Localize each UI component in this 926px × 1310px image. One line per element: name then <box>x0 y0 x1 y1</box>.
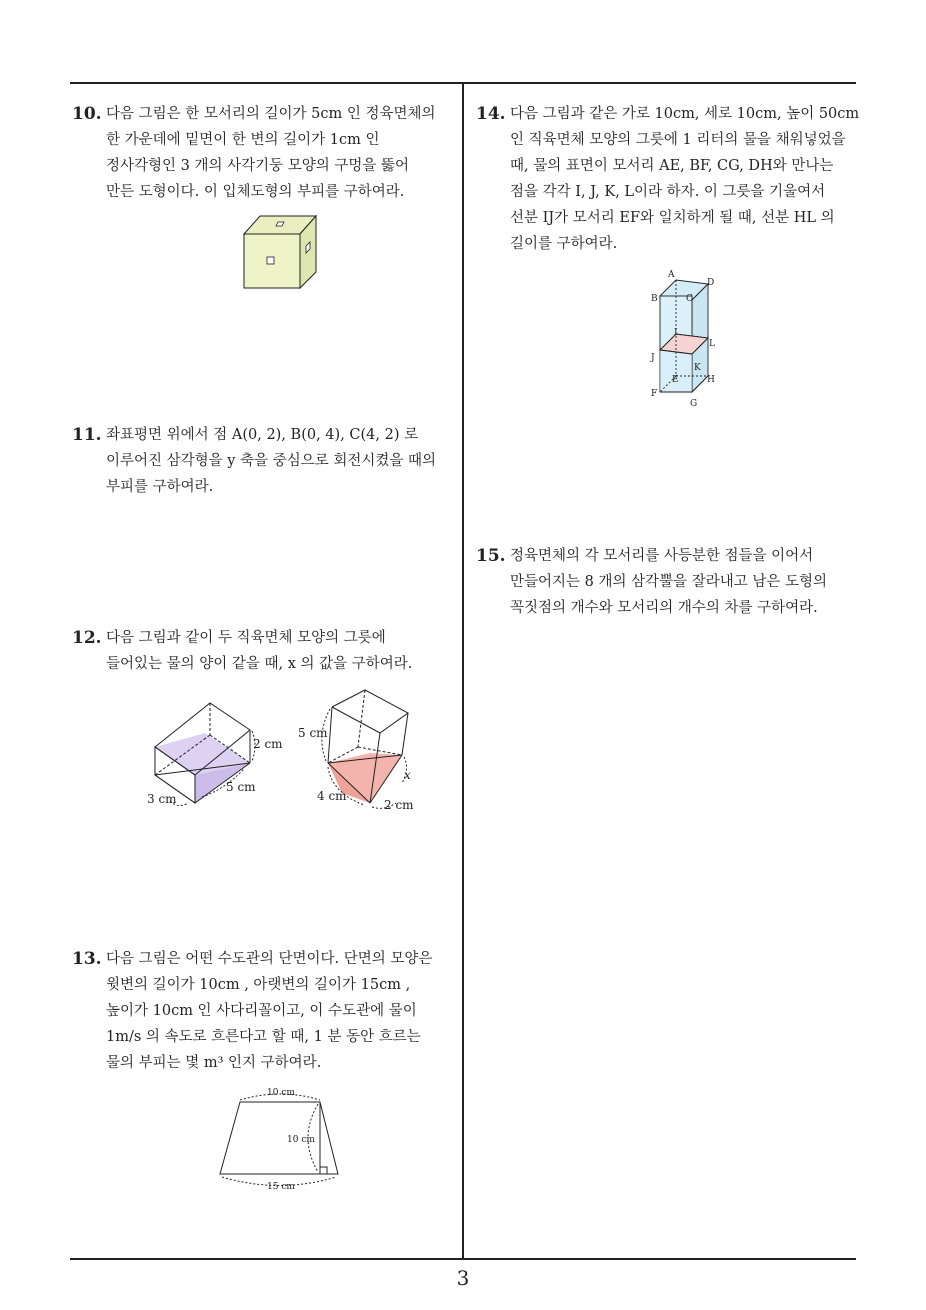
label-top-10cm: 10 cm <box>267 1088 295 1098</box>
problem-text-line: 다음 그림은 어떤 수도관의 단면이다. 단면의 모양은 <box>106 951 433 967</box>
label-I: I <box>674 328 678 338</box>
label-G: G <box>690 399 698 409</box>
problem-text-line: 좌표평면 위에서 점 A(0, 2), B(0, 4), C(4, 2) 로 <box>106 427 419 443</box>
two-containers-figure <box>140 685 430 815</box>
label-height-10cm: 10 cm <box>287 1135 315 1145</box>
label-2cm-left: 2 cm <box>253 737 283 751</box>
label-J: J <box>651 353 655 363</box>
problem-number: 12. <box>72 628 102 648</box>
problem-text-line: 이루어진 삼각형을 y 축을 중심으로 회전시켰을 때의 <box>106 453 436 469</box>
problem-number: 14. <box>476 104 506 124</box>
problem-text-line: 들어있는 물의 양이 같을 때, x 의 값을 구하여라. <box>106 656 413 672</box>
label-4cm: 4 cm <box>317 789 347 803</box>
problem-text-line: 만들어지는 8 개의 삼각뿔을 잘라내고 남은 도형의 <box>510 574 828 590</box>
label-bottom-15cm: 15 cm <box>267 1182 295 1192</box>
problem-number: 10. <box>72 104 102 124</box>
label-L: L <box>709 339 715 349</box>
problem-number: 11. <box>72 425 102 445</box>
cube-with-holes-figure <box>240 212 320 292</box>
problem-text-line: 다음 그림은 한 모서리의 길이가 5cm 인 정육면체의 <box>106 106 436 122</box>
tall-tank-figure <box>648 268 720 410</box>
page-number: 3 <box>456 1266 470 1290</box>
problem-text-line: 선분 IJ가 모서리 EF와 일치하게 될 때, 선분 HL 의 <box>510 210 835 226</box>
problem-text-line: 윗변의 길이가 10cm , 아랫변의 길이가 15cm , <box>106 977 411 993</box>
problem-number: 13. <box>72 949 102 969</box>
problem-text-line: 1m/s 의 속도로 흐른다고 할 때, 1 분 동안 흐르는 <box>106 1029 421 1045</box>
trapezoid-pipe-figure <box>212 1084 352 1194</box>
label-A: A <box>668 270 675 280</box>
problem-text-line: 길이를 구하여라. <box>510 236 618 252</box>
problem-text-line: 물의 부피는 몇 m³ 인지 구하여라. <box>106 1055 322 1071</box>
label-5cm-left: 5 cm <box>226 780 256 794</box>
label-3cm: 3 cm <box>147 792 177 806</box>
label-K: K <box>694 363 701 373</box>
label-F: F <box>651 389 658 399</box>
label-C: C <box>686 294 693 304</box>
label-E: E <box>672 375 679 385</box>
label-2cm-right: 2 cm <box>384 798 414 812</box>
problem-text-line: 다음 그림과 같은 가로 10cm, 세로 10cm, 높이 50cm <box>510 106 860 122</box>
column-divider <box>462 82 464 1259</box>
problem-number: 15. <box>476 546 506 566</box>
label-5cm-right: 5 cm <box>298 726 328 740</box>
label-D: D <box>707 278 715 288</box>
label-H: H <box>707 375 715 385</box>
problem-text-line: 정사각형인 3 개의 사각기둥 모양의 구멍을 뚫어 <box>106 158 410 174</box>
problem-text-line: 높이가 10cm 인 사다리꼴이고, 이 수도관에 물이 <box>106 1003 417 1019</box>
problem-text-line: 만든 도형이다. 이 입체도형의 부피를 구하여라. <box>106 184 405 200</box>
problem-text-line: 때, 물의 표면이 모서리 AE, BF, CG, DH와 만나는 <box>510 158 834 174</box>
problem-text-line: 한 가운데에 밑면이 한 변의 길이가 1cm 인 <box>106 132 380 148</box>
problem-text-line: 점을 각각 I, J, K, L이라 하자. 이 그릇을 기울여서 <box>510 184 826 200</box>
problem-text-line: 인 직육면체 모양의 그릇에 1 리터의 물을 채워넣었을 <box>510 132 846 148</box>
label-x: x <box>404 768 411 782</box>
bottom-rule <box>70 1258 856 1260</box>
problem-text-line: 꼭짓점의 개수와 모서리의 개수의 차를 구하여라. <box>510 600 818 616</box>
problem-text-line: 부피를 구하여라. <box>106 479 214 495</box>
problem-text-line: 정육면체의 각 모서리를 사등분한 점들을 이어서 <box>510 548 814 564</box>
label-B: B <box>651 294 658 304</box>
problem-text-line: 다음 그림과 같이 두 직육면체 모양의 그릇에 <box>106 630 386 646</box>
